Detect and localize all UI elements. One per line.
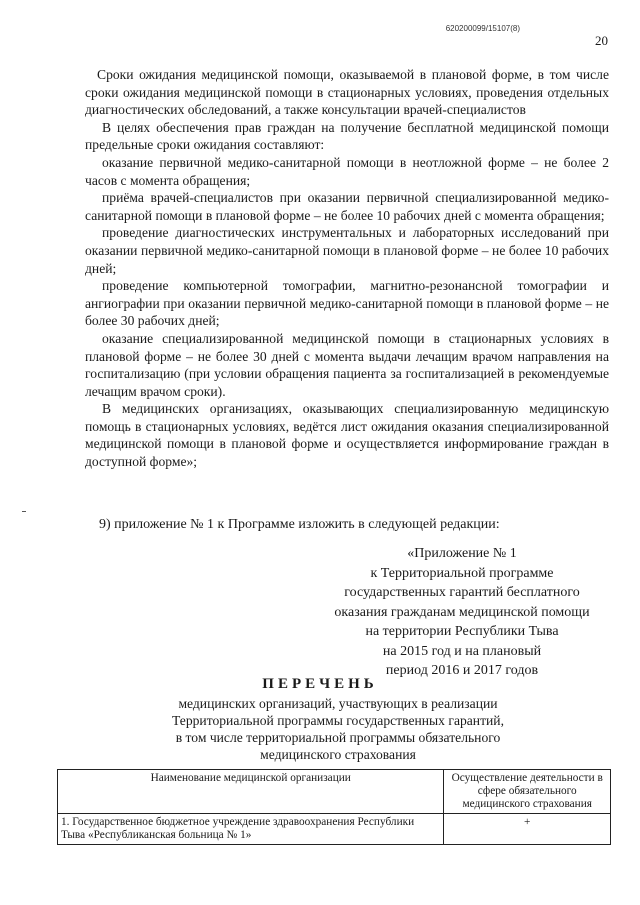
page-number: 20 <box>595 33 608 48</box>
table-row <box>58 814 611 845</box>
appendix-line: на территории Республики Тыва <box>365 624 559 639</box>
organizations-table <box>57 769 611 845</box>
paragraph-intro: В целях обеспечения прав граждан на получение бесплатной медицинской помощи предельные сроки ожидания составляют: <box>85 119 609 153</box>
list-subtitle-line: в том числе территориальной программы обязательного <box>175 730 501 745</box>
paragraph-specialists: приёма врачей-специалистов при оказании первичной специализированной медико-санитарной помощи в плановой форме – не более 10 рабочих дней с момента обращения; <box>85 190 609 223</box>
paragraph-urgent-care: оказание первичной медико-санитарной помощи в неотложной форме – не более 2 часов с момента обращения; <box>85 154 609 188</box>
appendix-line: период 2016 и 2017 годов <box>385 663 539 678</box>
paragraph-waiting-times-heading: Сроки ожидания медицинской помощи, оказываемой в плановой форме, в том числе сроки ожидания медицинской помощи в стационарных условиях, проведения отдельных диагностических обследований, а также консультации врачей-специалистов <box>85 67 609 118</box>
paragraph-waiting-list: В медицинских организациях, оказывающих специализированную медицинскую помощь в стационарных условиях, ведётся лист ожидания оказания специализированной медицинской помощи в плановой форме и осуществляется информирование граждан в доступной форме»; <box>85 401 609 470</box>
list-subtitle-line: медицинского страхования <box>260 747 416 762</box>
list-subtitle <box>88 695 588 763</box>
table-header-row <box>58 770 611 814</box>
column-header-organization: Наименование медицинской организации <box>58 770 444 814</box>
appendix-line: оказания гражданам медицинской помощи <box>334 604 590 620</box>
margin-mark <box>22 511 26 512</box>
list-title: ПЕРЕЧЕНЬ <box>262 676 378 692</box>
item-9: 9) приложение № 1 к Программе изложить в следующей редакции: <box>99 517 500 532</box>
cell-oms-flag: + <box>444 814 611 845</box>
list-subtitle-line: медицинских организаций, участвующих в реализации <box>178 696 498 711</box>
cell-organization-name: 1. Государственное бюджетное учреждение здравоохранения Республики Тыва «Республиканская больница № 1» <box>58 814 444 845</box>
paragraph-tomography: проведение компьютерной томографии, магнитно-резонансной томографии и ангиографии при оказании первичной медико-санитарной помощи в плановой форме – не более 30 рабочих дней; <box>85 278 609 329</box>
appendix-line: к Территориальной программе <box>370 565 554 581</box>
paragraph-inpatient: оказание специализированной медицинской помощи в стационарных условиях в плановой форме – не более 30 дней с момента выдачи лечащим врачом направления на госпитализацию (при условии обращения пациента за госпитализацией в рекомендуемые лечащим врачом сроки). <box>85 330 609 399</box>
document-id: 620200099/15107(8) <box>445 24 520 33</box>
appendix-line: «Приложение № 1 <box>407 546 517 561</box>
appendix-heading <box>320 544 604 681</box>
appendix-line: государственных гарантий бесплатного <box>344 585 580 600</box>
appendix-line: на 2015 год и на плановый <box>382 643 542 659</box>
column-header-oms: Осуществление деятельности в сфере обязательного медицинского страхования <box>444 770 611 814</box>
body-text <box>85 66 609 471</box>
paragraph-diagnostics: проведение диагностических инструментальных и лабораторных исследований при оказании первичной медико-санитарной помощи в плановой форме – не более 10 рабочих дней; <box>85 225 609 276</box>
list-subtitle-line: Территориальной программы государственных гарантий, <box>172 713 504 728</box>
